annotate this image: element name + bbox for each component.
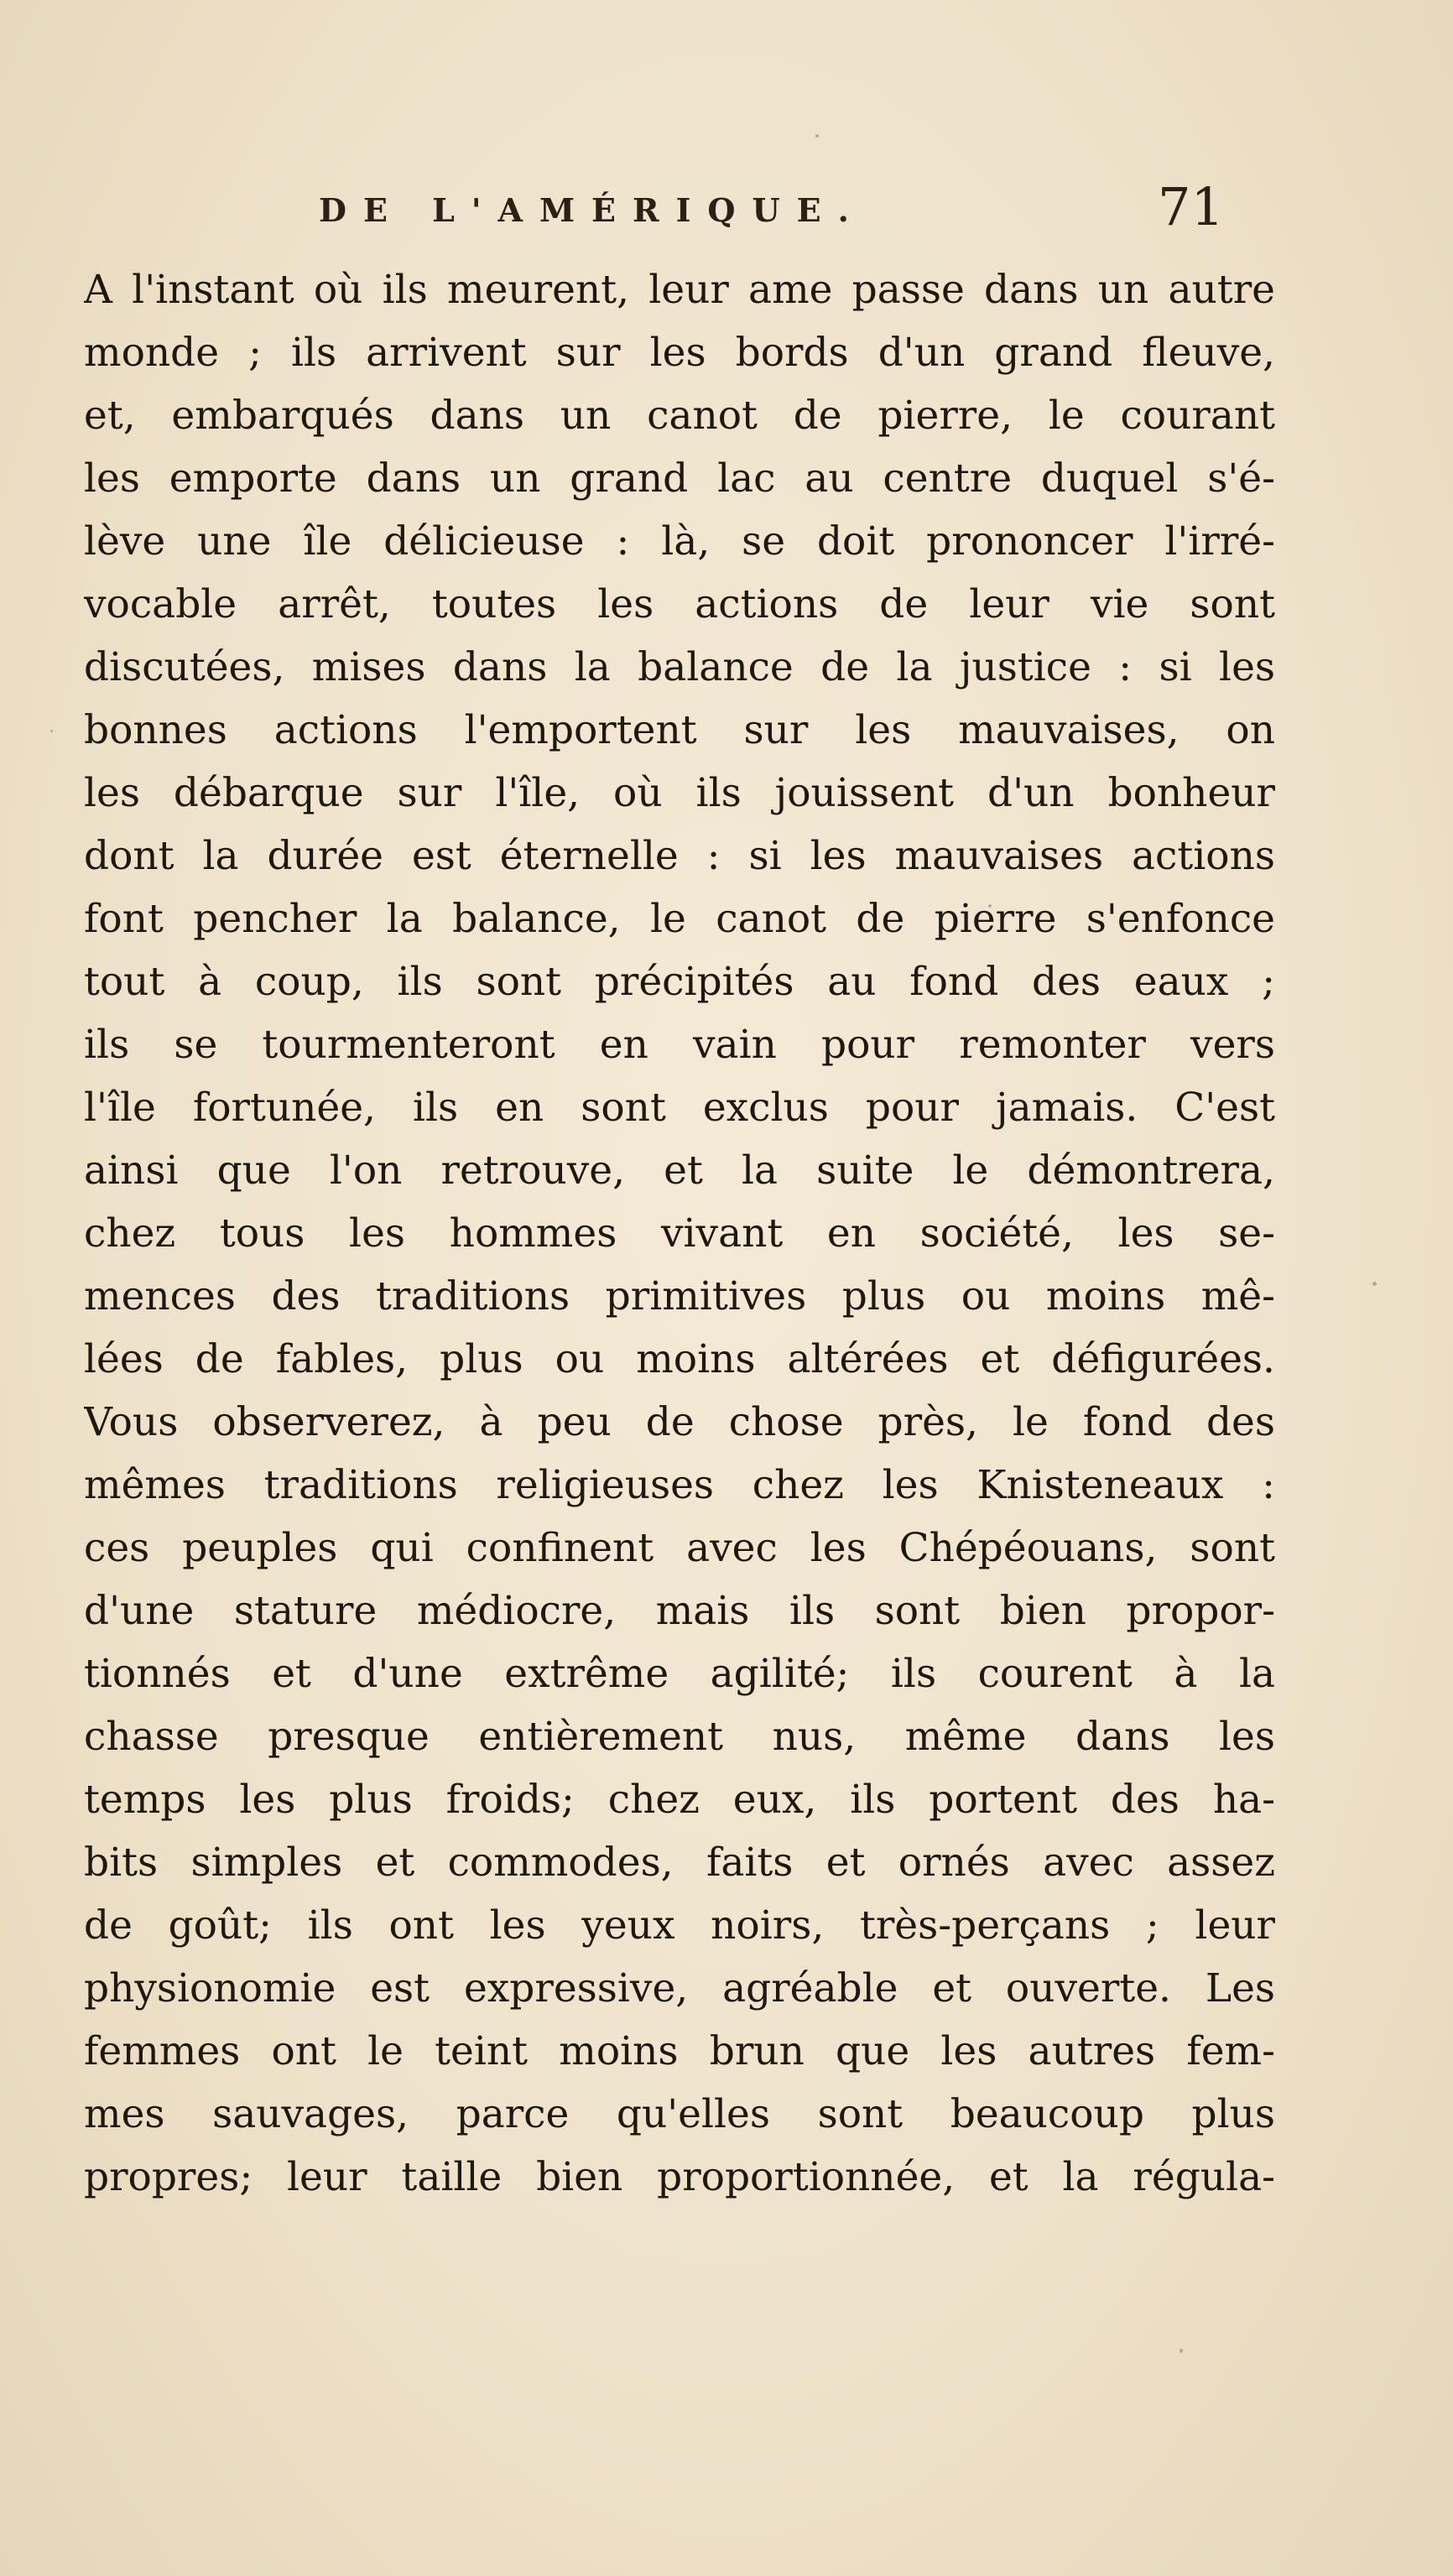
- text-line: font pencher la balance, le canot de pierre s'enfonce: [84, 896, 1275, 942]
- body-text: [84, 258, 1275, 2209]
- text-line: vocable arrêt, toutes les actions de leur vie sont: [84, 581, 1275, 627]
- text-line: propres; leur taille bien proportionnée, et la régula-: [84, 2154, 1275, 2200]
- text-line: femmes ont le teint moins brun que les autres fem-: [84, 2028, 1275, 2074]
- text-line: tout à coup, ils sont précipités au fond des eaux ;: [84, 959, 1275, 1005]
- text-line: chez tous les hommes vivant en société, les se-: [84, 1210, 1275, 1257]
- text-line: les débarque sur l'île, où ils jouissent d'un bonheur: [84, 770, 1275, 816]
- text-line: chasse presque entièrement nus, même dans les: [84, 1714, 1275, 1760]
- running-title: DE L'AMÉRIQUE.: [319, 191, 866, 229]
- text-line: physionomie est expressive, agréable et ouverte. Les: [84, 1965, 1275, 2011]
- running-head: [84, 176, 1258, 252]
- text-line: temps les plus froids; chez eux, ils portent des ha-: [84, 1777, 1275, 1823]
- text-line: lées de fables, plus ou moins altérées et défigurées.: [84, 1336, 1275, 1382]
- text-line: mêmes traditions religieuses chez les Knisteneaux :: [84, 1462, 1275, 1508]
- text-line: dont la durée est éternelle : si les mauvaises actions: [84, 833, 1275, 879]
- text-line: bits simples et commodes, faits et ornés avec assez: [84, 1840, 1275, 1886]
- text-line: mences des traditions primitives plus ou moins mê-: [84, 1273, 1275, 1319]
- text-line: ils se tourmenteront en vain pour remonter vers: [84, 1022, 1275, 1068]
- text-line: discutées, mises dans la balance de la justice : si les: [84, 644, 1275, 690]
- page-number: 71: [1158, 176, 1224, 237]
- text-line: et, embarqués dans un canot de pierre, le courant: [84, 393, 1275, 439]
- text-line: les emporte dans un grand lac au centre duquel s'é-: [84, 455, 1275, 502]
- text-line: bonnes actions l'emportent sur les mauvaises, on: [84, 707, 1275, 753]
- text-line: A l'instant où ils meurent, leur ame passe dans un autre: [84, 267, 1275, 313]
- text-line: monde ; ils arrivent sur les bords d'un grand fleuve,: [84, 330, 1275, 376]
- text-line: de goût; ils ont les yeux noirs, très-perçans ; leur: [84, 1902, 1275, 1949]
- text-line: d'une stature médiocre, mais ils sont bien propor-: [84, 1588, 1275, 1634]
- text-line: mes sauvages, parce qu'elles sont beaucoup plus: [84, 2091, 1275, 2137]
- text-line: tionnés et d'une extrême agilité; ils courent à la: [84, 1651, 1275, 1697]
- text-line: l'île fortunée, ils en sont exclus pour jamais. C'est: [84, 1085, 1275, 1131]
- text-line: lève une île délicieuse : là, se doit prononcer l'irré-: [84, 518, 1275, 565]
- text-line: ces peuples qui confinent avec les Chépéouans, sont: [84, 1525, 1275, 1571]
- text-line: ainsi que l'on retrouve, et la suite le démontrera,: [84, 1147, 1275, 1194]
- text-line: Vous observerez, à peu de chose près, le fond des: [84, 1399, 1275, 1445]
